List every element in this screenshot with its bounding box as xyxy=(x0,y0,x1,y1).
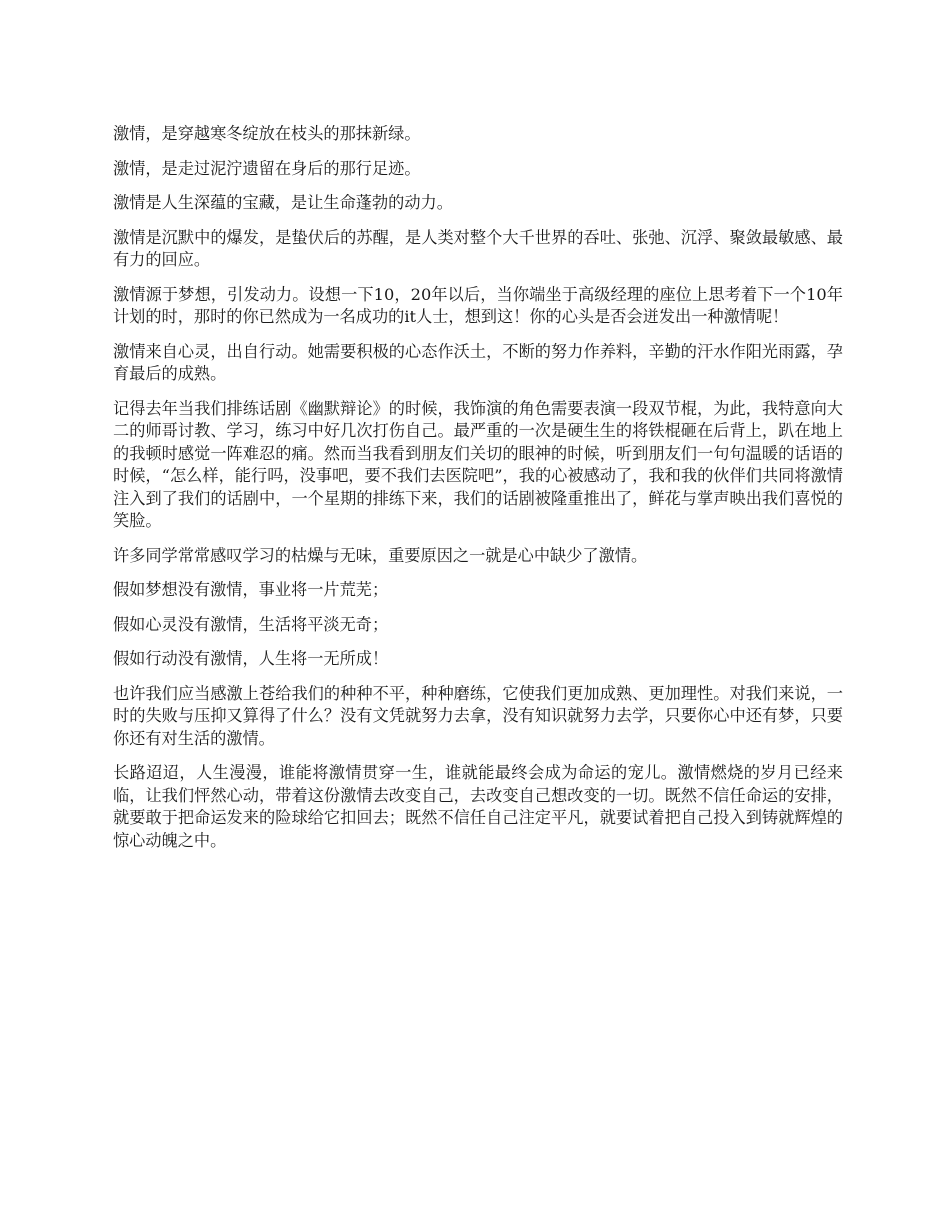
paragraph-11: 假如行动没有激情，人生将一无所成！ xyxy=(113,649,389,668)
paragraph-9: 假如梦想没有激情，事业将一片荒芜； xyxy=(113,580,389,599)
document-body xyxy=(113,123,843,864)
paragraph-1: 激情，是穿越寒冬绽放在枝头的那抹新绿。 xyxy=(113,124,421,143)
paragraph-10: 假如心灵没有激情，生活将平淡无奇； xyxy=(113,614,389,634)
paragraph-7: 记得去年当我们排练话剧《幽默辩论》的时候，我饰演的角色需要表演一段双节棍，为此，我特意向大二的师哥讨教、学习，练习中好几次打伤自己。最严重的一次是硬生生的将铁棍砸在后背上，趴在地上的我顿时感觉一阵难忍的痛。然而当我看到朋友们关切的眼神的时候，听到朋友们一句句温暖的话语的时候，“怎么样，能行吗，没事吧，要不我们去医院吧”，我的心被感动了，我和我的伙伴们共同将激情注入到了我们的话剧中，一个星期的排练下来，我们的话剧被隆重推出了，鲜花与掌声映出我们喜悦的笑脸。 xyxy=(113,398,843,530)
paragraph-2: 激情，是走过泥泞遗留在身后的那行足迹。 xyxy=(113,158,421,178)
paragraph-3: 激情是人生深蕴的宝藏，是让生命蓬勃的动力。 xyxy=(113,193,453,212)
paragraph-13: 长路迢迢，人生漫漫，谁能将激情贯穿一生，谁就能最终会成为命运的宠儿。激情燃烧的岁月已经来临，让我们怦然心动，带着这份激情去改变自己，去改变自己想改变的一切。既然不信任命运的安排，就要敢于把命运发来的险球给它扣回去；既然不信任自己注定平凡，就要试着把自己投入到铸就辉煌的惊心动魄之中。 xyxy=(113,763,843,850)
paragraph-12: 也许我们应当感激上苍给我们的种种不平，种种磨练，它使我们更加成熟、更加理性。对我们来说，一时的失败与压抑又算得了什么？没有文凭就努力去拿，没有知识就努力去学，只要你心中还有梦，只要你还有对生活的激情。 xyxy=(113,683,843,748)
paragraph-5: 激情源于梦想，引发动力。设想一下10，20年以后，当你端坐于高级经理的座位上思考着下一个10年计划的时，那时的你已然成为一名成功的it人士，想到这！你的心头是否会迸发出一种激情呢！ xyxy=(113,284,843,326)
paragraph-6: 激情来自心灵，出自行动。她需要积极的心态作沃土，不断的努力作养料，辛勤的汗水作阳光雨露，孕育最后的成熟。 xyxy=(113,341,843,383)
paragraph-4: 激情是沉默中的爆发，是蛰伏后的苏醒，是人类对整个大千世界的吞吐、张弛、沉浮、聚敛最敏感、最有力的回应。 xyxy=(113,227,843,269)
paragraph-8: 许多同学常常感叹学习的枯燥与无味，重要原因之一就是心中缺少了激情。 xyxy=(113,545,648,565)
